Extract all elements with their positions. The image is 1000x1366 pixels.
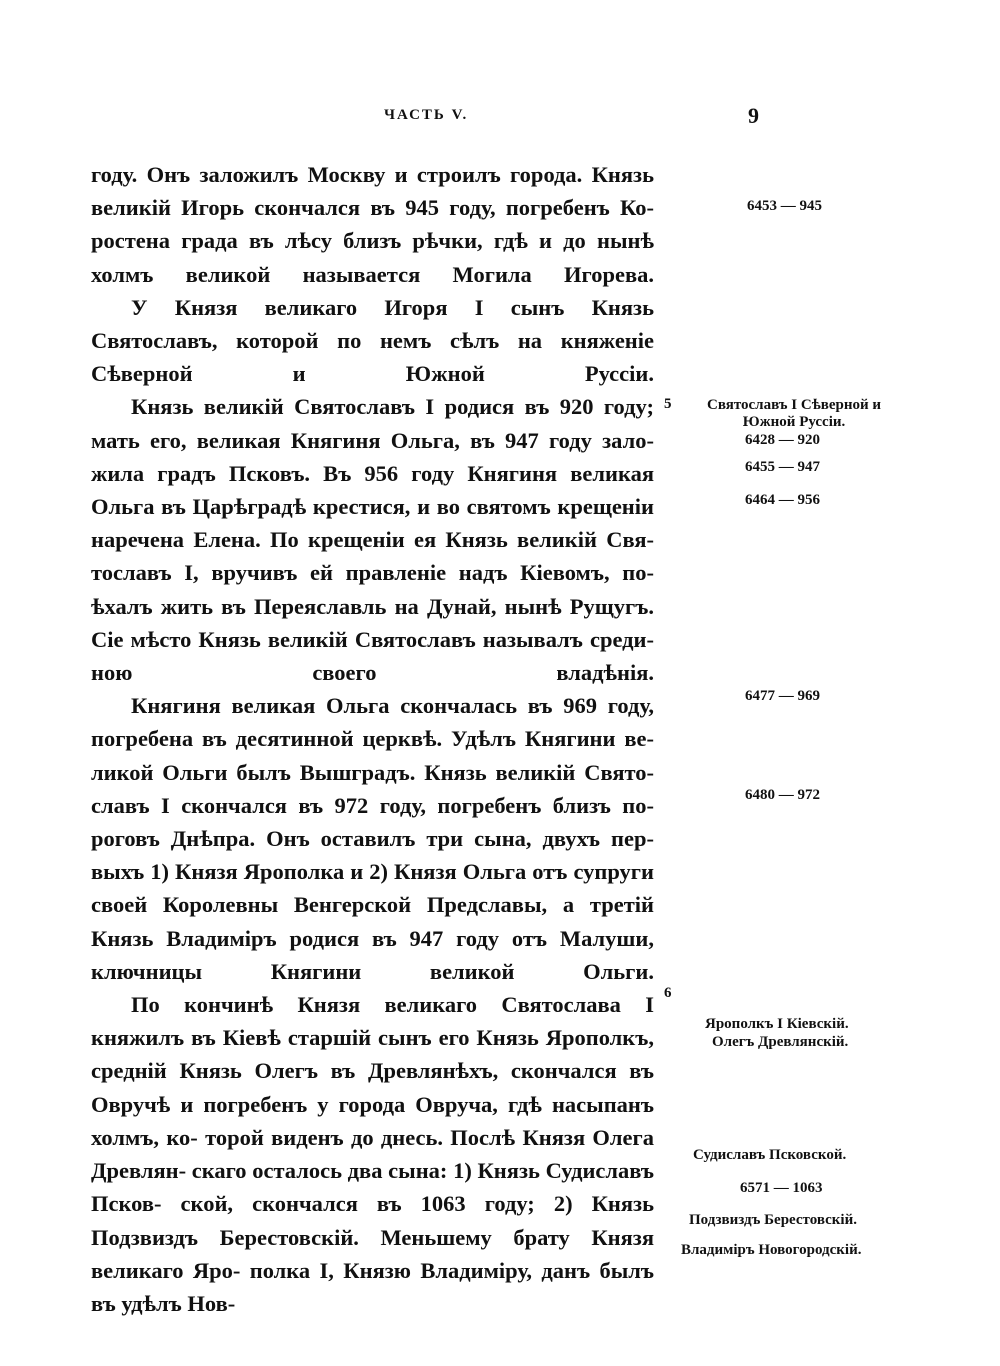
text-line: Князь великій Святославъ I родися въ 920 году; <box>131 394 654 420</box>
text-line: холмъ великой называется Могила Игорева. <box>91 261 654 287</box>
margin-note-date: 6477 — 969 <box>745 688 820 704</box>
text-line: своей Королевны Венгерской Предславы, а третій <box>91 892 654 918</box>
text-line: Руссіи. <box>584 361 654 387</box>
text-line: погребенъ у города Овруча, гдѣ насыпанъ холмъ, ко- <box>91 1091 655 1150</box>
margin-note-date: 6464 — 956 <box>745 492 820 508</box>
paragraph <box>91 158 654 291</box>
text-line: великій Игорь скончался въ 945 году, погребенъ Ко- <box>91 195 654 221</box>
text-line: По кончинѣ Князя великаго Святослава I княжилъ <box>91 992 654 1051</box>
margin-note-date: 6453 — 945 <box>747 198 822 214</box>
margin-note-date: 6428 — 920 <box>745 432 820 448</box>
text-line: Княгиня великая Ольга скончалась въ 969 году, <box>131 693 654 719</box>
text-line: ключницы Княгини великой Ольги. <box>91 958 654 984</box>
text-line: ѣхалъ жить въ Переяславль на Дунай, нынѣ Рущугъ. <box>91 593 654 619</box>
text-line: Сіе мѣсто Князь великій Святославъ называлъ среди- <box>91 626 654 652</box>
margin-note-title: Владиміръ Новогородскій. <box>681 1242 862 1258</box>
running-head: ЧАСТЬ V. <box>384 107 469 123</box>
text-line: ской, скончался въ 1063 году; 2) Князь Подзвиздъ <box>91 1191 654 1250</box>
page-number: 9 <box>748 103 759 128</box>
line-number-marker: 5 <box>664 396 672 412</box>
text-line: ною своего владѣнія. <box>91 660 654 686</box>
text-line: славъ I скончался въ 972 году, погребенъ близъ по- <box>91 792 654 818</box>
margin-note-date: 6480 — 972 <box>745 787 820 803</box>
margin-note-date: 6455 — 947 <box>745 459 820 475</box>
text-line: погребена въ десятинной церквѣ. Удѣлъ Княгини ве- <box>91 726 654 752</box>
text-line: скаго осталось два сына: 1) Князь Судиславъ Псков- <box>91 1158 655 1217</box>
margin-note-title: Подзвиздъ Берестовскій. <box>689 1212 857 1228</box>
page-header <box>0 103 1000 133</box>
margin-note-line: Святославъ I Сѣверной и <box>706 397 882 413</box>
text-line: ликой Ольги былъ Вышградъ. Князь великій Свято- <box>91 759 654 785</box>
text-line: У Князя великаго Игоря I сынъ Князь Святославъ, <box>91 294 654 354</box>
text-line: въ Кіевѣ старшій сынъ его Князь Ярополкъ, средній <box>91 1025 655 1084</box>
margin-note-title <box>679 397 909 431</box>
text-line: Князь Олегъ въ Древлянѣхъ, скончался въ Овручѣ и <box>91 1058 655 1117</box>
text-line: выхъ 1) Князя Ярополка и 2) Князя Ольга отъ супруги <box>91 859 654 885</box>
text-line: которой по немъ сѣлъ на княженіе Сѣверной и Южной <box>91 328 655 387</box>
paragraph <box>91 988 654 1320</box>
text-line: году. Онъ заложилъ Москву и строилъ города. Князь <box>91 162 654 187</box>
line-number-marker: 6 <box>664 985 672 1001</box>
paragraph <box>91 390 654 689</box>
margin-note-line: Южной Руссіи. <box>742 414 846 430</box>
text-line: торой виденъ до днесь. Послѣ Князя Олега Древлян- <box>91 1124 655 1184</box>
main-text <box>91 158 654 1320</box>
text-line: жила градъ Псковъ. Въ 956 году Княгиня великая <box>91 460 654 486</box>
paragraph <box>91 689 654 988</box>
text-line: тославъ I, вручивъ ей правленіе надъ Кіевомъ, по- <box>91 560 654 586</box>
text-line: роговъ Днѣпра. Онъ оставилъ три сына, двухъ пер- <box>91 826 654 852</box>
margin-note-title: Ярополкъ I Кіевскій. <box>705 1016 849 1032</box>
text-line: полка I, Князю Владиміру, данъ былъ въ удѣлъ Нов- <box>91 1257 655 1316</box>
text-line: наречена Елена. По крещеніи ея Князь великій Свя- <box>91 527 654 553</box>
text-line: Берестовскій. Меньшему брату Князя великаго Яро- <box>91 1224 655 1283</box>
paragraph <box>91 291 654 391</box>
text-line: Ольга въ Царѣградѣ крестися, и во святомъ крещеніи <box>91 494 654 520</box>
margin-note-title: Олегъ Древлянскій. <box>712 1034 849 1050</box>
text-line: Князь Владиміръ родися въ 947 году отъ Малуши, <box>91 925 654 951</box>
margin-note-title: Судиславъ Псковской. <box>693 1147 847 1163</box>
text-line: мать его, великая Княгиня Ольга, въ 947 году зало- <box>91 427 654 453</box>
text-line: ростена града въ лѣсу близъ рѣчки, гдѣ и до нынѣ <box>91 228 654 254</box>
margin-note-date: 6571 — 1063 <box>740 1180 823 1196</box>
